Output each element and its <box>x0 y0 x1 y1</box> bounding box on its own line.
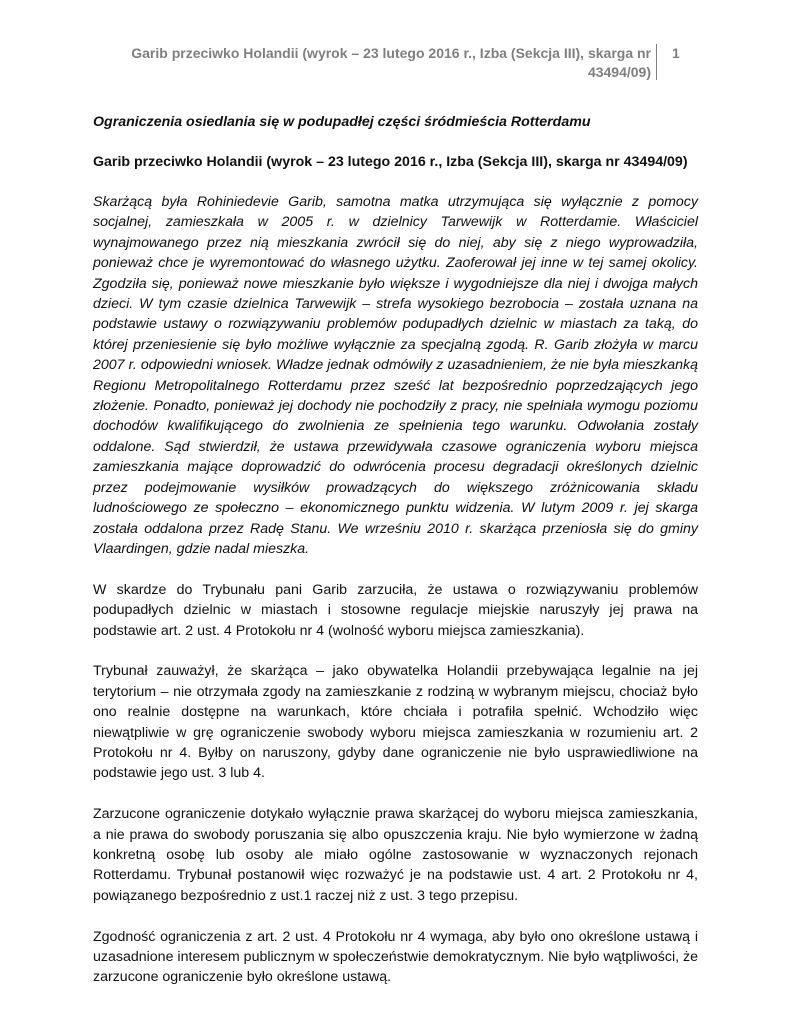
running-header: Garib przeciwko Holandii (wyrok – 23 lutego 2016 r., Izba (Sekcja III), skarga nr 43494/09) <box>131 45 651 80</box>
document-title: Ograniczenia osiedlania się w podupadłej części śródmieścia Rotterdamu <box>93 114 591 130</box>
body-paragraph-court-observation: Trybunał zauważył, że skarżąca – jako obywatelka Holandii przebywająca legalnie na jej terytorium – nie otrzymała zgody na zamieszkanie z rodziną w wybranym miejscu, chociaż było ono realnie dostępne na warunkach, które chciała i potrafiła spełnić. Wchodziło więc niewątpliwie w grę ograniczenie swobody wyboru miejsca zamieszkania w rozumieniu art. 2 Protokołu nr 4. Byłby on naruszony, gdyby dane ograniczenie nie było usprawiedliwione na podstawie jego ust. 3 lub 4. <box>93 663 698 782</box>
case-reference: Garib przeciwko Holandii (wyrok – 23 lutego 2016 r., Izba (Sekcja III), skarga nr 43494/09) <box>93 154 688 170</box>
page-number: 1 <box>672 45 680 61</box>
document-body <box>93 112 698 988</box>
case-summary-paragraph: Skarżącą była Rohiniedevie Garib, samotna matka utrzymująca się wyłącznie z pomocy socjalnej, zamieszkała w 2005 r. w dzielnicy Tarwewijk w Rotterdamie. Właściciel wynajmowanego przez nią mieszkania zwrócił się do niej, aby się z niego wyprowadziła, ponieważ chce je wyremontować do własnego użytku. Zaoferował jej inne w tej samej okolicy. Zgodziła się, ponieważ nowe mieszkanie było większe i wygodniejsze dla niej i dwojga małych dzieci. W tym czasie dzielnica Tarwewijk – strefa wysokiego bezrobocia – została uznana na podstawie ustawy o rozwiązywaniu problemów podupadłych dzielnic w miastach za taką, do której przeniesienie się było możliwe wyłącznie za specjalną zgodą. R. Garib złożyła w marcu 2007 r. odpowiedni wniosek. Władze jednak odmówiły z uzasadnieniem, że nie była mieszkanką Regionu Metropolitalnego Rotterdamu przez sześć lat bezpośrednio poprzedzających jego złożenie. Ponadto, ponieważ jej dochody nie pochodziły z pracy, nie spełniała wymogu poziomu dochodów kwalifikującego do zwolnienia ze spełnienia tego warunku. Odwołania zostały oddalone. Sąd stwierdził, że ustawa przewidywała czasowe ograniczenia wyboru miejsca zamieszkania mające doprowadzić do odwrócenia procesu degradacji określonych dzielnic przez podejmowanie wysiłków prowadzących do większego zróżnicowania składu ludnościowego ze społeczno – ekonomicznego punktu widzenia. W lutym 2009 r. jej skarga została oddalona przez Radę Stanu. We wrześniu 2010 r. skarżąca przeniosła się do gminy Vlaardingen, gdzie nadal mieszka. <box>93 194 698 557</box>
body-paragraph-restriction-scope: Zarzucone ograniczenie dotykało wyłącznie prawa skarżącej do wyboru miejsca zamieszkania, a nie prawa do swobody poruszania się albo opuszczenia kraju. Nie było wymierzone w żadną konkretną osobę lub osoby ale miało ogólne zastosowanie w wyznaczonych rejonach Rotterdamu. Trybunał postanowił więc rozważyć je na podstawie ust. 4 art. 2 Protokołu nr 4, powiązanego bezpośrednio z ust.1 raczej niż z ust. 3 tego przepisu. <box>93 806 698 904</box>
header-divider <box>656 44 657 80</box>
body-paragraph-complaint: W skardze do Trybunału pani Garib zarzuciła, że ustawa o rozwiązywaniu problemów podupadłych dzielnic w miastach i stosowne regulacje miejskie naruszyły jej prawa na podstawie art. 2 ust. 4 Protokołu nr 4 (wolność wyboru miejsca zamieszkania). <box>93 581 698 639</box>
body-paragraph-compliance: Zgodność ograniczenia z art. 2 ust. 4 Protokołu nr 4 wymaga, aby było ono określone ustawą i uzasadnione interesem publicznym w społeczeństwie demokratycznym. Nie było wątpliwości, że zarzucone ograniczenie było określone ustawą. <box>93 928 698 986</box>
